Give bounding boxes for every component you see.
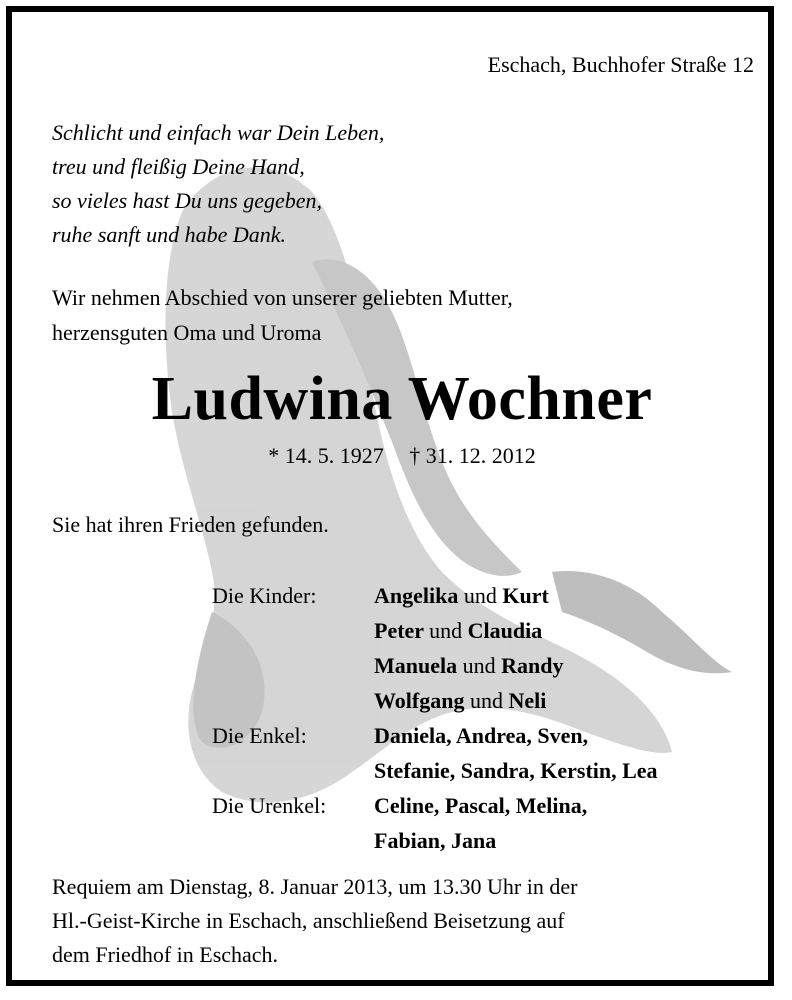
- requiem-line: dem Friedhof in Eschach.: [52, 942, 279, 967]
- farewell-intro: [52, 280, 513, 350]
- children-pair: [374, 683, 546, 718]
- poem: [52, 116, 384, 252]
- birth-date: * 14. 5. 1927: [268, 443, 384, 468]
- peace-statement: Sie hat ihren Frieden gefunden.: [52, 512, 329, 537]
- family-row: [212, 718, 658, 753]
- family-list: [212, 578, 658, 858]
- und-word: und: [462, 653, 496, 678]
- poem-line: so vieles hast Du uns gegeben,: [52, 188, 323, 213]
- requiem-notice: [52, 870, 752, 972]
- family-row: [212, 753, 658, 788]
- grandchildren-names: Daniela, Andrea, Sven,: [374, 723, 589, 748]
- child-partner-name: Kurt: [502, 583, 549, 608]
- deceased-name: Ludwina Wochner: [151, 365, 653, 433]
- child-partner-name: Neli: [508, 688, 547, 713]
- family-row: [212, 578, 658, 613]
- family-row: [212, 613, 658, 648]
- children-pair: [374, 613, 542, 648]
- family-row: [212, 648, 658, 683]
- child-partner-name: Claudia: [467, 618, 543, 643]
- children-label: Die Kinder:: [212, 583, 317, 608]
- obituary-frame: [6, 6, 774, 986]
- intro-line: Wir nehmen Abschied von unserer geliebten Mutter,: [52, 285, 513, 310]
- poem-line: ruhe sanft und habe Dank.: [52, 222, 287, 247]
- child-name: Peter: [374, 618, 424, 643]
- child-name: Angelika: [374, 583, 459, 608]
- life-dates: [12, 443, 774, 469]
- requiem-line: Hl.-Geist-Kirche in Eschach, anschließend Beisetzung auf: [52, 908, 565, 933]
- child-partner-name: Randy: [501, 653, 564, 678]
- requiem-line: Requiem am Dienstag, 8. Januar 2013, um 13.30 Uhr in der: [52, 874, 578, 899]
- grandchildren-names: Stefanie, Sandra, Kerstin, Lea: [374, 758, 658, 783]
- children-pair: [374, 648, 563, 683]
- great-grandchildren-label: Die Urenkel:: [212, 793, 327, 818]
- children-pair: [374, 578, 549, 613]
- death-date: † 31. 12. 2012: [409, 443, 536, 468]
- poem-line: Schlicht und einfach war Dein Leben,: [52, 120, 385, 145]
- und-word: und: [463, 583, 497, 608]
- great-grandchildren-names: Fabian, Jana: [374, 828, 497, 853]
- child-name: Manuela: [374, 653, 458, 678]
- family-row: [212, 683, 658, 718]
- great-grandchildren-names: Celine, Pascal, Melina,: [374, 793, 588, 818]
- address: Eschach, Buchhofer Straße 12: [487, 52, 754, 77]
- und-word: und: [429, 618, 463, 643]
- poem-line: treu und fleißig Deine Hand,: [52, 154, 305, 179]
- grandchildren-label: Die Enkel:: [212, 723, 307, 748]
- child-name: Wolfgang: [374, 688, 465, 713]
- family-row: [212, 823, 658, 858]
- intro-line: herzensguten Oma und Uroma: [52, 320, 322, 345]
- und-word: und: [469, 688, 503, 713]
- family-row: [212, 788, 658, 823]
